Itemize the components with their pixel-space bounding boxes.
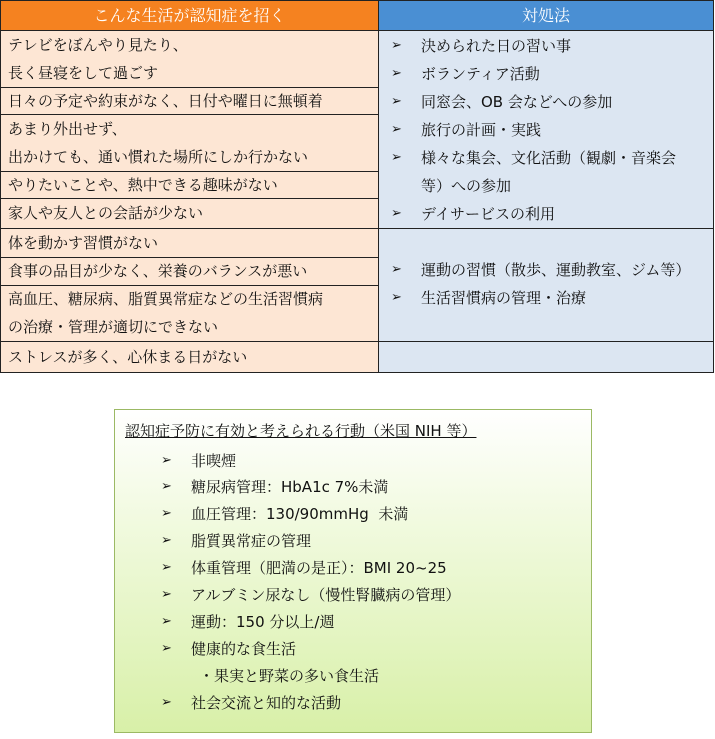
remedy-text: 生活習慣病の管理・治療 — [421, 289, 587, 307]
remedy-text: 等）への参加 — [421, 177, 512, 195]
cause-cell — [1, 199, 378, 229]
arrow-bullet-icon: ➢ — [391, 38, 402, 53]
prevention-title: 認知症予防に有効と考えられる行動（米国 NIH 等） — [125, 422, 477, 440]
prevention-text: 社会交流と知的な活動 — [191, 694, 342, 712]
prevention-sub-item: ・果実と野菜の多い食生活 — [199, 667, 380, 685]
remedies-column — [379, 31, 713, 372]
cause-line: 食事の品目が少なく、栄養のバランスが悪い — [8, 262, 308, 280]
remedy-text: 同窓会、OB 会などへの参加 — [421, 93, 613, 111]
arrow-bullet-icon: ➢ — [391, 290, 402, 305]
remedy-item — [379, 33, 713, 59]
remedy-item — [379, 117, 713, 143]
cause-cell — [1, 115, 378, 171]
remedy-group — [379, 229, 713, 342]
arrow-bullet-icon: ➢ — [161, 641, 172, 656]
cause-cell — [1, 171, 378, 199]
cause-line: 長く昼寝をして過ごす — [8, 64, 159, 82]
prevention-text: 糖尿病管理：HbA1c 7%未満 — [191, 478, 389, 496]
arrow-bullet-icon: ➢ — [391, 206, 402, 221]
cause-line: 体を動かす習慣がない — [8, 234, 159, 252]
arrow-bullet-icon: ➢ — [391, 262, 402, 277]
remedy-text: 運動の習慣（散歩、運動教室、ジム等） — [421, 261, 691, 279]
arrow-bullet-icon: ➢ — [391, 94, 402, 109]
cause-line: 家人や友人との会話が少ない — [8, 204, 204, 222]
remedy-text: 様々な集会、文化活動（観劇・音楽会 — [421, 149, 677, 167]
arrow-bullet-icon: ➢ — [391, 122, 402, 137]
remedy-item — [379, 61, 713, 87]
cause-line: 高血圧、糖尿病、脂質異常症などの生活習慣病 — [8, 290, 324, 308]
prevention-text: アルブミン尿なし（慢性腎臓病の管理） — [191, 586, 461, 604]
remedy-text: デイサービスの利用 — [421, 205, 555, 223]
arrow-bullet-icon: ➢ — [161, 614, 172, 629]
cause-line: の治療・管理が適切にできない — [8, 318, 219, 336]
cause-cell — [1, 229, 378, 257]
cause-cell — [1, 87, 378, 115]
arrow-bullet-icon: ➢ — [161, 506, 172, 521]
remedy-item — [379, 145, 713, 171]
remedy-item — [379, 89, 713, 115]
prevention-text: 非喫煙 — [191, 452, 237, 470]
arrow-bullet-icon: ➢ — [391, 150, 402, 165]
prevention-text: 血圧管理：130/90mmHg 未満 — [191, 505, 409, 523]
prevention-text: 健康的な食生活 — [191, 640, 297, 658]
cause-cell — [1, 31, 378, 87]
remedy-group — [379, 31, 713, 229]
arrow-bullet-icon: ➢ — [391, 66, 402, 81]
remedy-text: 決められた日の習い事 — [421, 37, 572, 55]
causes-header: こんな生活が認知症を招く — [1, 1, 379, 31]
remedy-group-empty — [379, 342, 713, 372]
arrow-bullet-icon: ➢ — [161, 695, 172, 710]
cause-cell — [1, 342, 378, 372]
cause-cell — [1, 285, 378, 342]
arrow-bullet-icon: ➢ — [161, 560, 172, 575]
remedy-text: 旅行の計画・実践 — [421, 121, 542, 139]
cause-line: 出かけても、通い慣れた場所にしか行かない — [8, 148, 309, 166]
cause-line: 日々の予定や約束がなく、日付や曜日に無頓着 — [8, 92, 323, 110]
remedy-item — [379, 257, 713, 283]
arrow-bullet-icon: ➢ — [161, 453, 172, 468]
prevention-text: 脂質異常症の管理 — [191, 532, 312, 550]
prevention-box — [114, 409, 592, 733]
remedies-header: 対処法 — [379, 1, 713, 31]
prevention-text: 体重管理（肥満の是正）：BMI 20~25 — [191, 559, 447, 577]
cause-line: やりたいことや、熱中できる趣味がない — [8, 176, 278, 194]
remedy-item-continued — [379, 173, 713, 199]
remedy-item — [379, 285, 713, 311]
cause-line: あまり外出せず、 — [8, 120, 127, 138]
arrow-bullet-icon: ➢ — [161, 479, 172, 494]
arrow-bullet-icon: ➢ — [161, 587, 172, 602]
cause-cell — [1, 257, 378, 285]
causes-column — [1, 31, 379, 372]
remedy-item — [379, 201, 713, 227]
arrow-bullet-icon: ➢ — [161, 533, 172, 548]
prevention-text: 運動：150 分以上/週 — [191, 613, 335, 631]
remedy-text: ボランティア活動 — [421, 65, 540, 83]
cause-line: ストレスが多く、心休まる日がない — [8, 348, 248, 366]
cause-line: テレビをぼんやり見たり、 — [8, 36, 188, 54]
